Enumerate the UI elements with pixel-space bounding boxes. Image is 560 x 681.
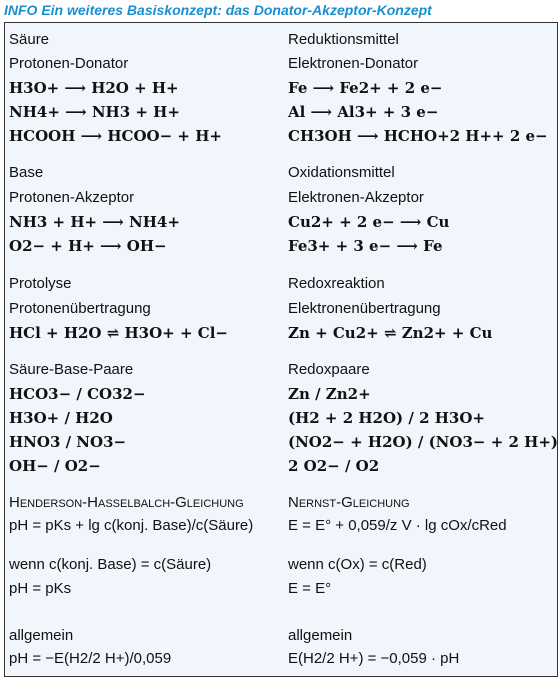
left-general-label: allgemein (9, 627, 74, 644)
oxidizing-agent-heading: Oxidationsmittel (288, 164, 395, 181)
concept-box (4, 22, 558, 677)
protolysis-heading: Protolyse (9, 275, 72, 292)
nernst-condition: wenn c(Ox) = c(Red) (288, 556, 427, 573)
protolysis-eq: HCl + H2O ⇌ H3O+ + Cl− (9, 324, 228, 342)
redox-heading: Redoxreaktion (288, 275, 385, 292)
nernst-eq: E = E° + 0,059/z V · lg cOx/cRed (288, 517, 507, 534)
left-general-eq: pH = −E(H2/2 H+)/0,059 (9, 650, 172, 667)
redox-eq: Zn + Cu2+ ⇌ Zn2+ + Cu (288, 324, 493, 342)
henderson-heading: Henderson-Hasselbalch-Gleichung (9, 494, 244, 511)
acid-eq-2: NH4+ ⟶ NH3 + H+ (9, 103, 180, 121)
henderson-eq: pH = pKs + lg c(konj. Base)/c(Säure) (9, 517, 254, 534)
pair-3: HNO3 / NO3− (9, 433, 127, 451)
nernst-result: E = E° (288, 580, 332, 597)
electron-transfer-heading: Elektronenübertragung (288, 300, 441, 317)
proton-transfer-heading: Protonenübertragung (9, 300, 151, 317)
base-heading: Base (9, 164, 44, 181)
ox-eq-2: Fe3+ + 3 e− ⟶ Fe (288, 237, 443, 255)
reducing-agent-heading: Reduktionsmittel (288, 31, 399, 48)
right-general-label: allgemein (288, 627, 353, 644)
acid-eq-3: HCOOH ⟶ HCOO− + H+ (9, 127, 222, 145)
red-eq-2: Al ⟶ Al3+ + 3 e− (288, 103, 439, 121)
electron-donor-heading: Elektronen-Donator (288, 55, 419, 72)
redox-pair-1: Zn / Zn2+ (288, 385, 371, 403)
henderson-result: pH = pKs (9, 580, 72, 597)
electron-acceptor-heading: Elektronen-Akzeptor (288, 189, 424, 206)
base-eq-2: O2− + H+ ⟶ OH− (9, 237, 167, 255)
info-title: INFO Ein weiteres Basiskonzept: das Donator-Akzeptor-Konzept (4, 2, 432, 18)
acid-eq-1: H3O+ ⟶ H2O + H+ (9, 79, 179, 97)
acid-base-pairs-heading: Säure-Base-Paare (9, 361, 134, 378)
acid-heading: Säure (9, 31, 50, 48)
redox-pair-3: (NO2− + H2O) / (NO3− + 2 H+) (288, 433, 558, 451)
proton-acceptor-heading: Protonen-Akzeptor (9, 189, 135, 206)
proton-donor-heading: Protonen-Donator (9, 55, 129, 72)
nernst-heading: Nernst-Gleichung (288, 494, 410, 511)
red-eq-3: CH3OH ⟶ HCHO+2 H++ 2 e− (288, 127, 548, 145)
henderson-condition: wenn c(konj. Base) = c(Säure) (9, 556, 212, 573)
base-eq-1: NH3 + H+ ⟶ NH4+ (9, 213, 180, 231)
redox-pair-2: (H2 + 2 H2O) / 2 H3O+ (288, 409, 485, 427)
right-general-eq: E(H2/2 H+) = −0,059 · pH (288, 650, 460, 667)
red-eq-1: Fe ⟶ Fe2+ + 2 e− (288, 79, 443, 97)
pair-4: OH− / O2− (9, 457, 101, 475)
redox-pairs-heading: Redoxpaare (288, 361, 370, 378)
ox-eq-1: Cu2+ + 2 e− ⟶ Cu (288, 213, 450, 231)
redox-pair-4: 2 O2− / O2 (288, 457, 380, 475)
pair-1: HCO3− / CO32− (9, 385, 146, 403)
pair-2: H3O+ / H2O (9, 409, 113, 427)
